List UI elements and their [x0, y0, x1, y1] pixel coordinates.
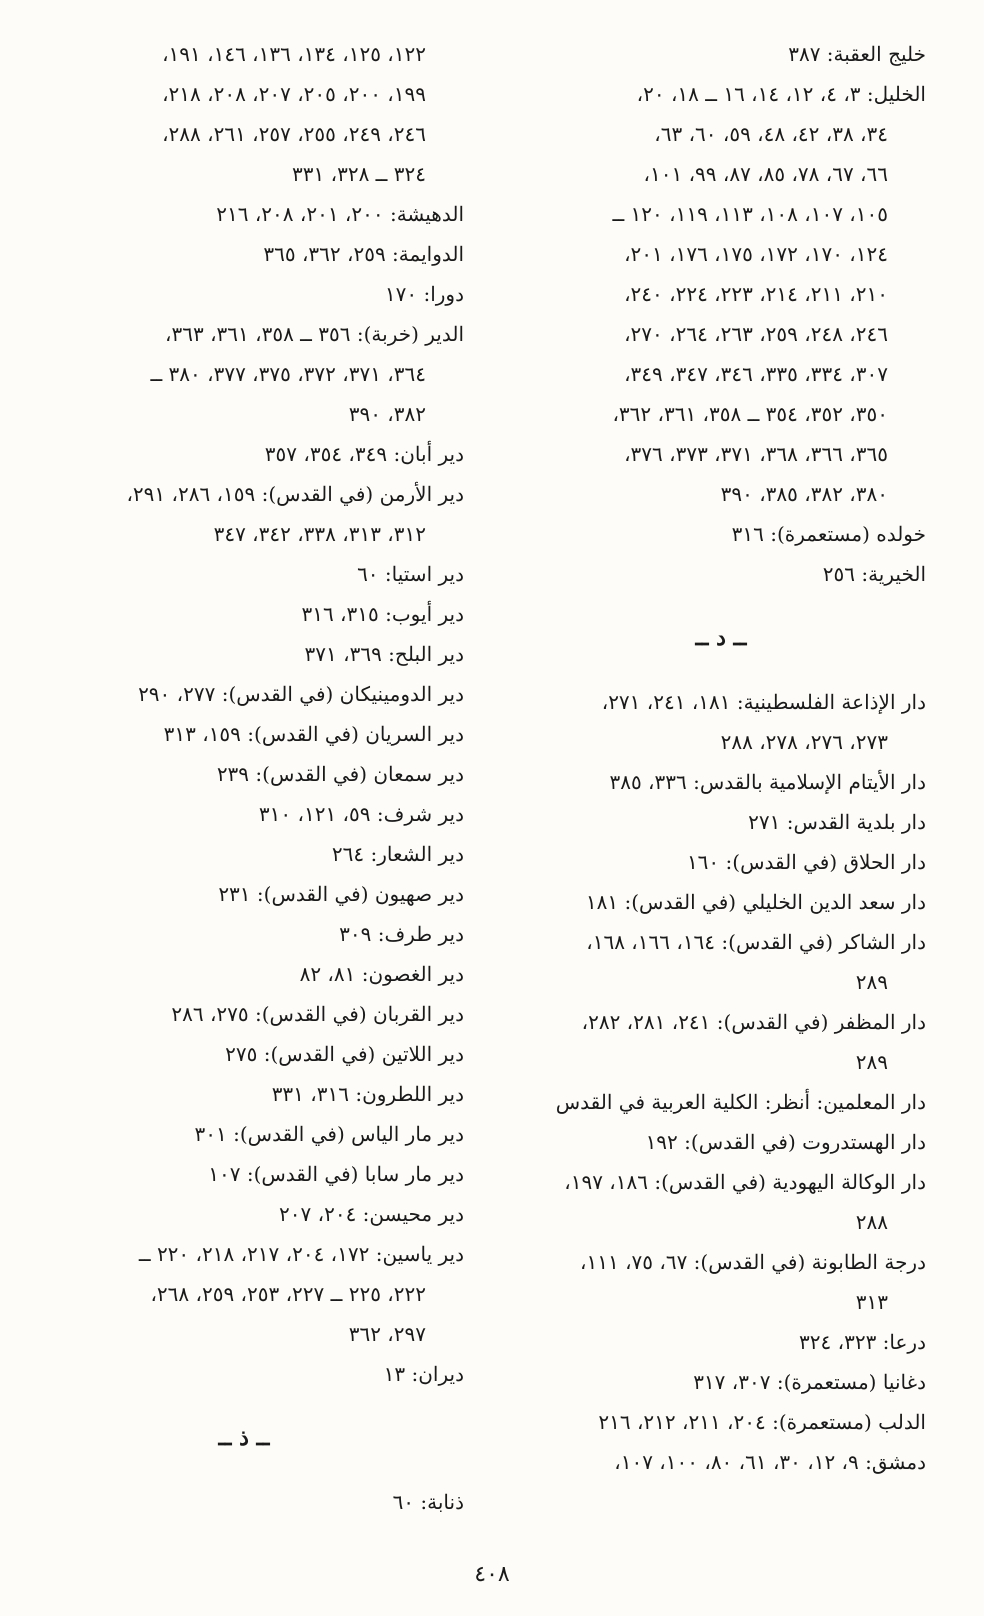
index-entry-continuation: ١٠٥، ١٠٧، ١٠٨، ١١٣، ١١٩، ١٢٠ ــ [612, 202, 888, 226]
index-entry: خليج العقبة: ٣٨٧ [788, 42, 926, 66]
index-entry: دار المعلمين: أنظر: الكلية العربية في القدس [555, 1090, 926, 1114]
index-entry-continuation: ٣١٣ [855, 1290, 888, 1314]
index-entry-continuation: ١٢٢، ١٢٥، ١٣٤، ١٣٦، ١٤٦، ١٩١، [162, 42, 426, 66]
index-entry: دار الأيتام الإسلامية بالقدس: ٣٣٦، ٣٨٥ [609, 770, 926, 794]
index-entry: دير محيسن: ٢٠٤، ٢٠٧ [279, 1202, 464, 1226]
index-entry: دير طرف: ٣٠٩ [339, 922, 464, 946]
index-entry: دير اللاتين (في القدس): ٢٧٥ [225, 1042, 464, 1066]
index-entry: دير الأرمن (في القدس): ١٥٩، ٢٨٦، ٢٩١، [126, 482, 464, 506]
index-entry: الدهيشة: ٢٠٠، ٢٠١، ٢٠٨، ٢١٦ [216, 202, 464, 226]
index-entry-continuation: ٢٤٦، ٢٤٩، ٢٥٥، ٢٥٧، ٢٦١، ٢٨٨، [162, 122, 426, 146]
index-entry-continuation: ٢٢٢، ٢٢٥ ــ ٢٢٧، ٢٥٣، ٢٥٩، ٢٦٨، [150, 1282, 426, 1306]
index-entry: ذنابة: ٦٠ [392, 1490, 464, 1514]
section-letter-heading: ــ د ــ [695, 625, 747, 651]
page-number: ٤٠٨ [474, 1562, 510, 1587]
index-entry: الدير (خربة): ٣٥٦ ــ ٣٥٨، ٣٦١، ٣٦٣، [165, 322, 464, 346]
index-entry: دار الإذاعة الفلسطينية: ١٨١، ٢٤١، ٢٧١، [601, 690, 926, 714]
index-entry: درجة الطابونة (في القدس): ٦٧، ٧٥، ١١١، [580, 1250, 926, 1274]
index-entry: دغانيا (مستعمرة): ٣٠٧، ٣١٧ [693, 1370, 926, 1394]
index-entry: دير الغصون: ٨١، ٨٢ [299, 962, 464, 986]
index-entry-continuation: ٣٥٠، ٣٥٢، ٣٥٤ ــ ٣٥٨، ٣٦١، ٣٦٢، [612, 402, 888, 426]
index-entry-continuation: ٣٦٥، ٣٦٦، ٣٦٨، ٣٧١، ٣٧٣، ٣٧٦، [624, 442, 888, 466]
index-entry: دار الوكالة اليهودية (في القدس): ١٨٦، ١٩٧، [564, 1170, 926, 1194]
index-entry: دير مار سابا (في القدس): ١٠٧ [208, 1162, 464, 1186]
index-entry-continuation: ٢٤٦، ٢٤٨، ٢٥٩، ٢٦٣، ٢٦٤، ٢٧٠، [624, 322, 888, 346]
index-entry: دير القربان (في القدس): ٢٧٥، ٢٨٦ [171, 1002, 464, 1026]
index-entry: الخليل: ٣، ٤، ١٢، ١٤، ١٦ ــ ١٨، ٢٠، [636, 82, 926, 106]
index-entry: دار الهستدروت (في القدس): ١٩٢ [645, 1130, 926, 1154]
index-entry: دمشق: ٩، ١٢، ٣٠، ٦١، ٨٠، ١٠٠، ١٠٧، [614, 1450, 926, 1474]
index-entry-continuation: ١٢٤، ١٧٠، ١٧٢، ١٧٥، ١٧٦، ٢٠١، [624, 242, 888, 266]
index-entry: دير الشعار: ٢٦٤ [331, 842, 464, 866]
index-entry-continuation: ٢٨٩ [855, 1050, 888, 1074]
index-entry-continuation: ١٩٩، ٢٠٠، ٢٠٥، ٢٠٧، ٢٠٨، ٢١٨، [162, 82, 426, 106]
index-entry-continuation: ٣٨٠، ٣٨٢، ٣٨٥، ٣٩٠ [720, 482, 888, 506]
index-entry-continuation: ٣٨٢، ٣٩٠ [348, 402, 426, 426]
index-column-left [24, 34, 464, 1522]
index-entry-continuation: ٣٤، ٣٨، ٤٢، ٤٨، ٥٩، ٦٠، ٦٣، [654, 122, 888, 146]
index-entry-continuation: ٢٩٧، ٣٦٢ [348, 1322, 426, 1346]
index-entry: دير أيوب: ٣١٥، ٣١٦ [301, 602, 464, 626]
index-entry-continuation: ٦٦، ٦٧، ٧٨، ٨٥، ٨٧، ٩٩، ١٠١، [643, 162, 888, 186]
section-spacer [24, 1458, 464, 1482]
index-entry: دار المظفر (في القدس): ٢٤١، ٢٨١، ٢٨٢، [581, 1010, 926, 1034]
index-entry-continuation: ٢٨٩ [855, 970, 888, 994]
index-entry-continuation: ٢٨٨ [855, 1210, 888, 1234]
section-spacer [24, 1394, 464, 1418]
index-entry: دير صهيون (في القدس): ٢٣١ [218, 882, 464, 906]
index-entry-continuation: ٢٧٣، ٢٧٦، ٢٧٨، ٢٨٨ [720, 730, 888, 754]
index-entry: دير أبان: ٣٤٩، ٣٥٤، ٣٥٧ [264, 442, 464, 466]
index-entry: دير ياسين: ١٧٢، ٢٠٤، ٢١٧، ٢١٨، ٢٢٠ ــ [138, 1242, 464, 1266]
index-entry-continuation: ٢١٠، ٢١١، ٢١٤، ٢٢٣، ٢٢٤، ٢٤٠، [624, 282, 888, 306]
section-spacer [516, 594, 926, 618]
index-entry: دير الدومينيكان (في القدس): ٢٧٧، ٢٩٠ [138, 682, 464, 706]
index-entry: دير البلح: ٣٦٩، ٣٧١ [304, 642, 464, 666]
index-entry: دار الحلاق (في القدس): ١٦٠ [686, 850, 926, 874]
index-entry-continuation: ٣٢٤ ــ ٣٢٨، ٣٣١ [292, 162, 426, 186]
index-entry: خولده (مستعمرة): ٣١٦ [731, 522, 926, 546]
index-entry-continuation: ٣٦٤، ٣٧١، ٣٧٢، ٣٧٥، ٣٧٧، ٣٨٠ ــ [150, 362, 426, 386]
index-entry: ديران: ١٣ [383, 1362, 464, 1386]
index-entry: الخيرية: ٢٥٦ [822, 562, 926, 586]
index-entry: دار سعد الدين الخليلي (في القدس): ١٨١ [585, 890, 926, 914]
section-letter-heading: ــ ذ ــ [218, 1425, 270, 1451]
index-entry: دورا: ١٧٠ [384, 282, 464, 306]
index-entry: دير اللطرون: ٣١٦، ٣٣١ [271, 1082, 464, 1106]
index-entry: دير شرف: ٥٩، ١٢١، ٣١٠ [258, 802, 464, 826]
section-spacer [516, 658, 926, 682]
index-entry: دار بلدية القدس: ٢٧١ [748, 810, 926, 834]
index-entry: الدوايمة: ٢٥٩، ٣٦٢، ٣٦٥ [263, 242, 464, 266]
index-column-right [516, 34, 926, 1482]
index-entry: الدلب (مستعمرة): ٢٠٤، ٢١١، ٢١٢، ٢١٦ [598, 1410, 926, 1434]
index-entry: درعا: ٣٢٣، ٣٢٤ [799, 1330, 926, 1354]
index-entry: دير السريان (في القدس): ١٥٩، ٣١٣ [163, 722, 464, 746]
index-entry: دير مار الياس (في القدس): ٣٠١ [194, 1122, 464, 1146]
index-entry-continuation: ٣١٢، ٣١٣، ٣٣٨، ٣٤٢، ٣٤٧ [213, 522, 426, 546]
index-entry: دير استيا: ٦٠ [357, 562, 464, 586]
index-entry-continuation: ٣٠٧، ٣٣٤، ٣٣٥، ٣٤٦، ٣٤٧، ٣٤٩، [624, 362, 888, 386]
index-entry: دار الشاكر (في القدس): ١٦٤، ١٦٦، ١٦٨، [586, 930, 926, 954]
index-entry: دير سمعان (في القدس): ٢٣٩ [216, 762, 464, 786]
